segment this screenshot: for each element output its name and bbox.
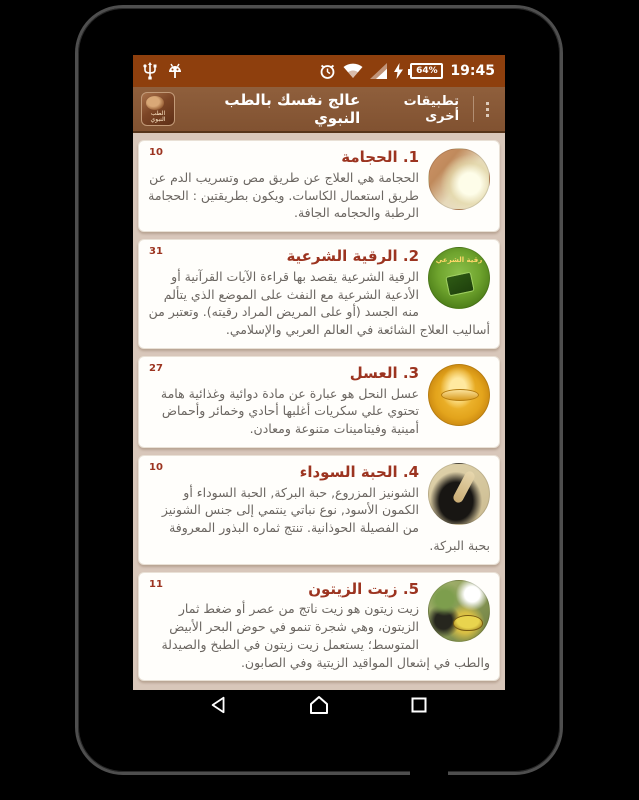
item-count-badge: 11 bbox=[149, 578, 163, 590]
quran-ruqyah-photo bbox=[428, 247, 490, 309]
list-item-olive-oil[interactable] bbox=[138, 572, 500, 682]
android-debug-icon bbox=[167, 62, 183, 80]
page-title: عالج نفسك بالطب النبوي bbox=[224, 91, 361, 127]
item-description: الحجامة هي العلاج عن طريق مص وتسريب الدم عن طريق استعمال الكاسات. ويكون بطريقتين : الحجامة الرطبة والحجامه الجافة. bbox=[148, 169, 419, 221]
status-icons-right bbox=[319, 63, 495, 80]
quran-book-shape bbox=[445, 272, 475, 297]
item-count-badge: 31 bbox=[149, 246, 163, 257]
signal-icon bbox=[370, 63, 387, 79]
item-description: زيت زيتون هو زيت ناتج من عصر أو ضغط ثمار الزيتون، وهي شجرة تنمو في حوض البحر الأبيض المتوسط؛ يستعمل زيت زيتون في الطبخ والصيدلة والطب في إشعال المواقيد الزيتية وفي الصابون. bbox=[161, 601, 490, 670]
item-count-badge: 10 bbox=[149, 147, 163, 158]
cupping-hand-glass-photo bbox=[428, 148, 490, 210]
charging-bolt-icon bbox=[394, 63, 403, 79]
item-title: 2. الرقية الشرعية bbox=[286, 247, 419, 265]
list-item-ruqyah[interactable] bbox=[138, 239, 500, 349]
item-description: الرقية الشرعية يقصد بها قراءة الآيات القرآنية أو الأدعية الشرعية مع النفث على الموضع الذي يتألم منه الجسد (أو على المريض المراد رقيته). وتعتبر من أساليب العلاج الشائعة في العالم العربي والإسلامي. bbox=[148, 268, 490, 337]
item-title: 4. الحبة السوداء bbox=[299, 462, 419, 481]
black-seeds-spoon-photo bbox=[428, 463, 490, 525]
status-bar bbox=[133, 55, 505, 87]
status-time: 19:45 bbox=[450, 63, 495, 79]
item-title: 5. زيت الزيتون bbox=[308, 579, 419, 598]
status-icons-left bbox=[143, 62, 183, 80]
item-description: الشونيز المزروع, حبة البركة, الحبة السوداء أو الكمون الأسود, نوع نباتي ينتمي إلى جنس الشونيز من الفصيلة الحوذانية. تنتج ثماره البذور المعروفة بحبة البركة. bbox=[161, 484, 490, 553]
honey-dipper-shape bbox=[441, 389, 479, 401]
app-bar bbox=[133, 87, 505, 133]
recents-button[interactable] bbox=[405, 691, 433, 719]
wooden-spoon-shape bbox=[452, 469, 477, 504]
back-button[interactable] bbox=[205, 691, 233, 719]
app-logo-icon bbox=[141, 92, 175, 126]
recents-icon bbox=[410, 696, 428, 714]
usb-icon bbox=[143, 62, 157, 80]
back-icon bbox=[209, 695, 229, 715]
app-bar-divider bbox=[473, 96, 474, 122]
battery-icon bbox=[410, 63, 443, 79]
home-icon bbox=[308, 695, 330, 715]
list-item-honey[interactable] bbox=[138, 356, 500, 448]
overflow-menu-icon[interactable] bbox=[478, 96, 497, 123]
alarm-icon bbox=[319, 63, 336, 80]
home-button[interactable] bbox=[305, 691, 333, 719]
item-description: عسل النحل هو عبارة عن مادة دوائية وغذائية هامة تحتوي علي سكريات أغلبها أحادي وخمائر وأحماض أمينية وفيتامينات متنوعة ومعادن. bbox=[160, 385, 419, 436]
charging-port-notch bbox=[410, 769, 448, 776]
battery-percent: 64% bbox=[416, 66, 438, 76]
android-nav-bar bbox=[133, 690, 505, 720]
wifi-icon bbox=[343, 63, 363, 79]
item-title: 3. العسل bbox=[349, 363, 419, 382]
oil-bowl-shape bbox=[453, 615, 483, 631]
honey-dipper-photo bbox=[428, 364, 490, 426]
ruqyah-photo-label: رقية الشرعي bbox=[435, 256, 483, 264]
list-item-hijama[interactable] bbox=[138, 140, 500, 232]
olives-oil-photo bbox=[428, 580, 490, 642]
item-count-badge: 10 bbox=[149, 461, 163, 473]
remedies-list bbox=[133, 133, 505, 690]
other-apps-button[interactable]: تطبيقات أخرى bbox=[403, 94, 460, 124]
item-title: 1. الحجامة bbox=[341, 148, 419, 166]
list-item-black-seed[interactable] bbox=[138, 455, 500, 565]
tablet-frame bbox=[75, 5, 563, 775]
app-logo-label: الطب النبوي bbox=[150, 110, 166, 123]
item-count-badge: 27 bbox=[149, 362, 163, 374]
screen bbox=[133, 55, 505, 720]
